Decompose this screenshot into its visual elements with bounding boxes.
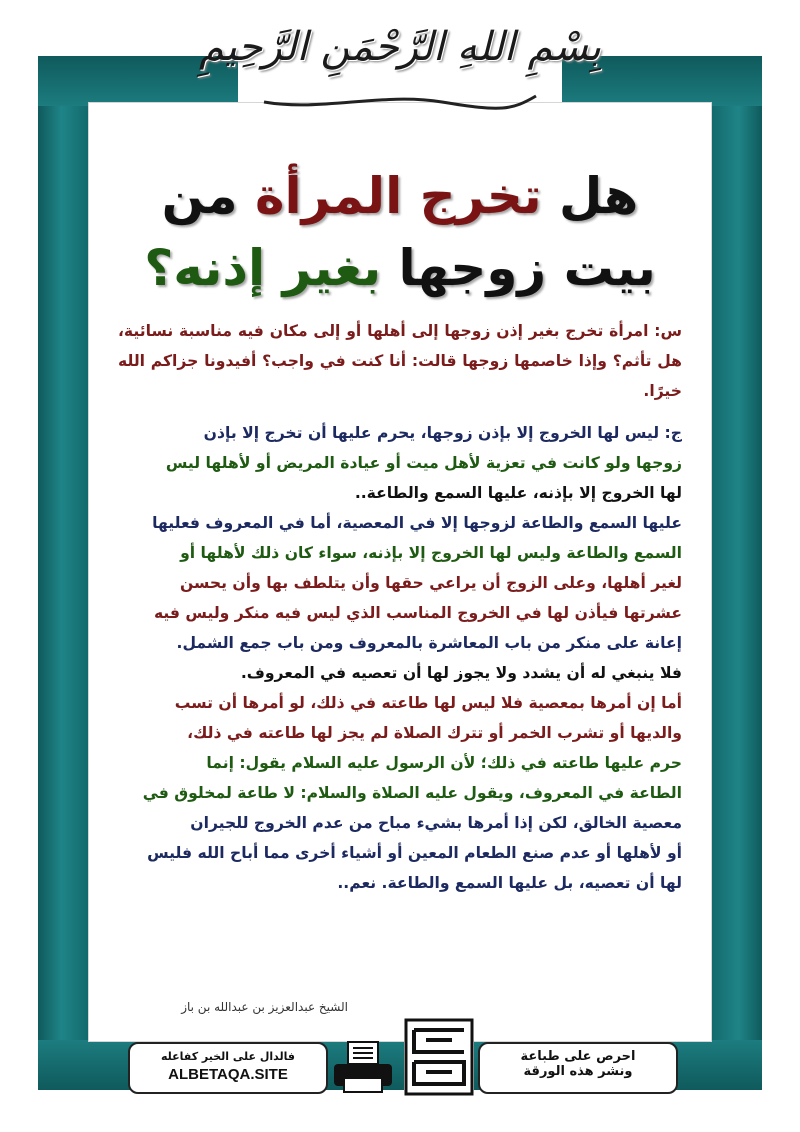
title-word: بغير [282, 239, 382, 297]
printer-icon [330, 1040, 396, 1094]
footer-print-2: ونشر هذه الورقة [523, 1064, 633, 1079]
answer-line: أو لأهلها أو عدم صنع الطعام المعين أو أشياء أخرى مما أباح الله فليس [147, 844, 682, 862]
signature: الشيخ عبدالعزيز بن عبدالله بن باز [181, 1000, 348, 1014]
title-word: من [161, 167, 238, 225]
footer-site: ALBETAQA.SITE [168, 1066, 288, 1083]
answer-line: أما إن أمرها بمعصية فلا ليس لها طاعته في ذلك، لو أمرها أن تسب [174, 694, 682, 712]
title-line-2 [120, 232, 680, 304]
title-word: إذنه؟ [144, 239, 266, 297]
answer-line: فلا ينبغي له أن يشدد ولا يجوز لها أن تعصيه في المعروف. [240, 664, 682, 682]
footer-box-print [478, 1042, 678, 1094]
answer-line: عليها السمع والطاعة لزوجها إلا في المعصية، أما في المعروف فعليها [152, 514, 682, 532]
footer-slogan: فالدال على الخير كفاعله [160, 1050, 296, 1063]
answer-line: الطاعة في المعروف، ويقول عليه الصلاة والسلام: لا طاعة لمخلوق في [142, 784, 682, 802]
answer-line: زوجها ولو كانت في تعزية لأهل ميت أو عيادة المريض أو لأهلها ليس [165, 454, 682, 472]
answer-line: والديها أو تشرب الخمر أو تترك الصلاة لم يجز لها طاعته في ذلك، [187, 724, 682, 742]
title-word: المرأة [255, 167, 403, 225]
answer-line: إعانة على منكر من باب المعاشرة بالمعروف ومن باب جمع الشمل. [176, 634, 682, 652]
article-body [118, 316, 682, 898]
frame-right [710, 56, 762, 1090]
footer-print-1: احرص على طباعة [520, 1049, 636, 1064]
dawa-waraqa-logo [404, 1018, 474, 1096]
page-title [120, 160, 680, 304]
answer-line: حرم عليها طاعته في ذلك؛ لأن الرسول عليه السلام يقول: إنما [206, 754, 682, 772]
answer-line: معصية الخالق، لكن إذا أمرها بشيء مباح من عدم الخروج للجيران [190, 814, 682, 832]
answer-line: لغير أهلها، وعلى الزوج أن يراعي حقها وأن يتلطف بها وأن يحسن [180, 574, 682, 592]
answer-line: عشرتها فيأذن لها في الخروج المناسب الذي ليس فيه منكر وليس فيه [153, 604, 682, 622]
answer-line: لها أن تعصيه، بل عليها السمع والطاعة. نعم.. [337, 874, 682, 892]
footer-box-site [128, 1042, 328, 1094]
basmala-swash [262, 88, 538, 110]
title-word: زوجها [398, 239, 547, 297]
title-word: بيت [563, 239, 656, 297]
logo-mark [404, 1018, 474, 1096]
answer-line: ج: ليس لها الخروج إلا بإذن زوجها، يحرم عليها أن تخرج إلا بإذن [203, 424, 682, 442]
answer-line: لها الخروج إلا بإذنه، عليها السمع والطاعة.. [354, 484, 682, 502]
title-word: تخرج [419, 167, 542, 225]
frame-left [38, 56, 90, 1090]
answer-line: السمع والطاعة وليس لها الخروج إلا بإذنه، سواء كان ذلك لأهلها أو [180, 544, 682, 562]
question-paragraph: س: امرأة تخرج بغير إذن زوجها إلى أهلها أو إلى مكان فيه مناسبة نسائية، هل تأثم؟ وإذا خاصمها زوجها قالت: أنا كنت في واجب؟ أفيدونا جزاكم الله خيرًا. [118, 322, 682, 400]
title-word: هل [559, 167, 639, 225]
title-line-1 [120, 160, 680, 232]
basmala: بِسْمِ اللهِ الرَّحْمَنِ الرَّحِيمِ [198, 24, 602, 70]
